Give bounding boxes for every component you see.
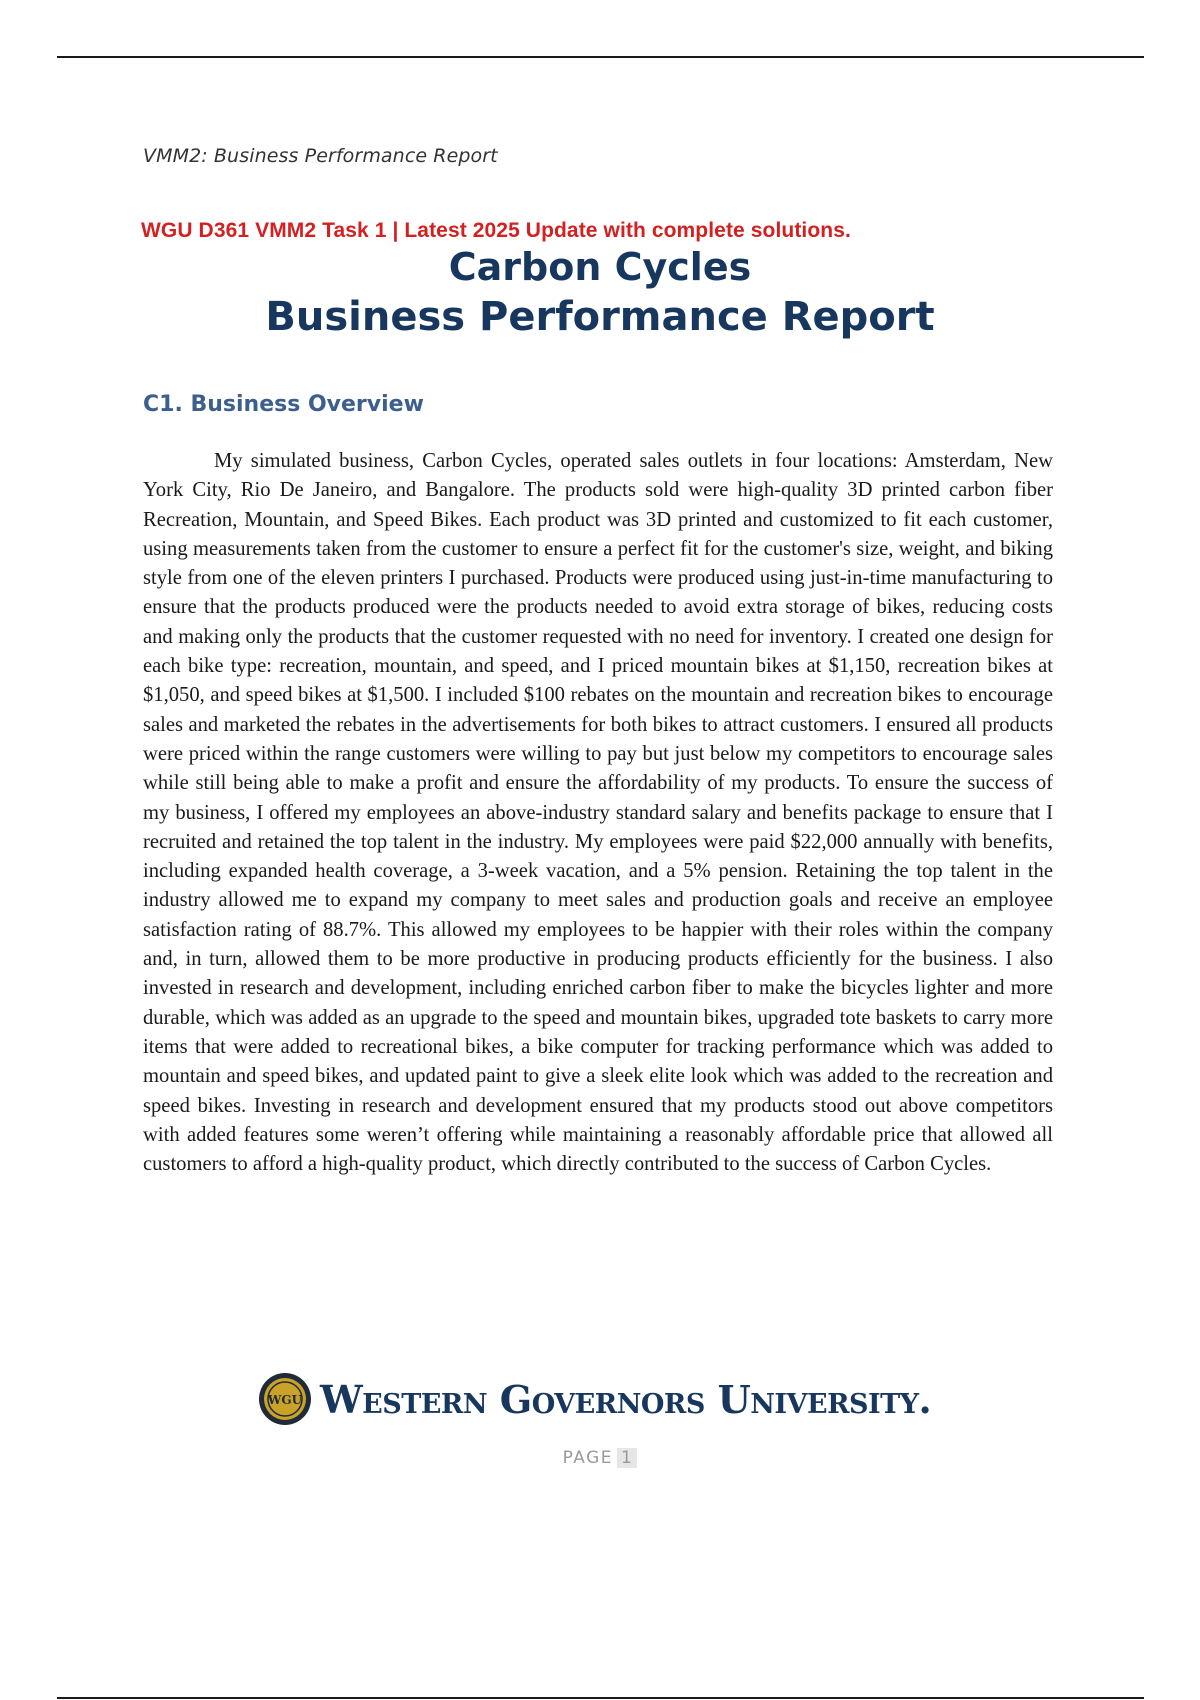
wgu-logo	[258, 1372, 931, 1426]
wgu-seal-icon	[258, 1372, 312, 1426]
university-name: Western Governors University.	[320, 1376, 932, 1422]
section-body-paragraph: My simulated business, Carbon Cycles, operated sales outlets in four locations: Amsterdam, New York City, Rio De Janeiro, and Bangalore. The products sold were high-quality 3D printed carbon fiber Recreation, Mountain, and Speed Bikes. Each product was 3D printed and customized to fit each customer, using measurements taken from the customer to ensure a perfect fit for the customer's size, weight, and biking style from one of the eleven printers I purchased. Products were produced using just-in-time manufacturing to ensure that the products produced were the products needed to avoid extra storage of bikes, reducing costs and making only the products that the customer requested with no need for inventory. I created one design for each bike type: recreation, mountain, and speed, and I priced mountain bikes at $1,150, recreation bikes at $1,050, and speed bikes at $1,500. I included $100 rebates on the mountain and recreation bikes to encourage sales and marketed the rebates in the advertisements for both bikes to attract customers. I ensured all products were priced within the range customers were willing to pay but just below my competitors to encourage sales while still being able to make a profit and ensure the affordability of my products. To ensure the success of my business, I offered my employees an above-industry standard salary and benefits package to ensure that I recruited and retained the top talent in the industry. My employees were paid $22,000 annually with benefits, including expanded health coverage, a 3-week vacation, and a 5% pension. Retaining the top talent in the industry allowed me to expand my company to meet sales and production goals and receive an employee satisfaction rating of 88.7%. This allowed my employees to be happier with their roles within the company and, in turn, allowed them to be more productive in producing products efficiently for the business. I also invested in research and development, including enriched carbon fiber to make the bicycles lighter and more durable, which was added as an upgrade to the speed and mountain bikes, upgraded tote baskets to carry more items that were added to recreational bikes, a bike computer for tracking performance which was added to mountain and speed bikes, and updated paint to give a sleek elite look which was added to the recreation and speed bikes. Investing in research and development ensured that my products stood out above competitors with added features some weren’t offering while maintaining a reasonably affordable price that allowed all customers to afford a high-quality product, which directly contributed to the success of Carbon Cycles.	[143, 450, 1053, 1176]
section-heading: C1. Business Overview	[143, 392, 424, 417]
running-header: VMM2: Business Performance Report	[143, 145, 498, 167]
page-label: PAGE	[562, 1448, 614, 1468]
svg-text:WGU: WGU	[267, 1393, 303, 1407]
report-title	[0, 243, 1200, 343]
page-number-value: 1	[617, 1448, 637, 1468]
promo-banner: WGU D361 VMM2 Task 1 | Latest 2025 Update with complete solutions.	[141, 219, 851, 242]
page-number	[0, 1448, 1200, 1468]
title-line-company: Carbon Cycles	[448, 245, 752, 289]
bottom-rule	[57, 1697, 1144, 1699]
title-line-report: Business Performance Report	[265, 294, 935, 340]
